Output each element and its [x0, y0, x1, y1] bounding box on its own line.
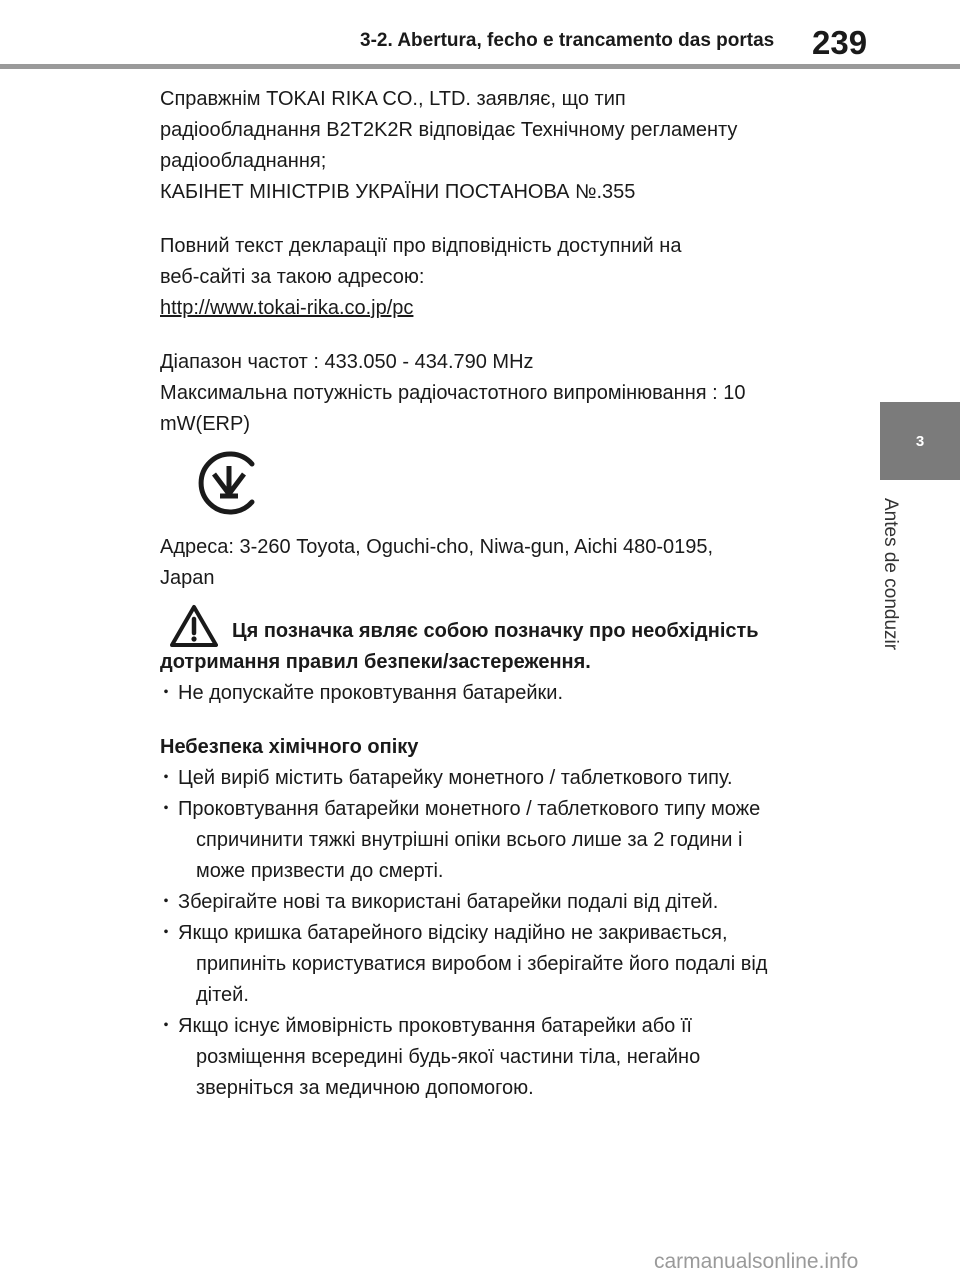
- declaration-line: радіообладнання B2T2K2R відповідає Технічному регламенту: [160, 119, 738, 141]
- fulltext-line: веб-сайті за такою адресою:: [160, 266, 425, 288]
- list-item: [160, 763, 790, 794]
- conformity-mark-row: [160, 440, 790, 532]
- chapter-number: 3: [915, 432, 925, 450]
- list-item-line: розміщення всередині будь-якої частини тіла, негайно: [196, 1046, 701, 1068]
- hazard-bullet-list: [160, 763, 790, 1104]
- list-item: [160, 887, 790, 918]
- watermark: carmanualsonline.info: [654, 1250, 859, 1273]
- address-line: Japan: [160, 567, 215, 589]
- hazard-heading: Небезпека хімічного опіку: [160, 736, 419, 758]
- fulltext-line: Повний текст декларації про відповідність доступний на: [160, 235, 682, 257]
- chapter-label-text: Antes de conduzir: [880, 498, 901, 651]
- list-item-line: припиніть користуватися виробом і зберігайте його подалі від: [196, 953, 768, 975]
- declaration-line: радіообладнання;: [160, 150, 327, 172]
- frequency-range: Діапазон частот : 433.050 - 434.790 MHz: [160, 351, 534, 373]
- max-power-line: mW(ERP): [160, 413, 250, 435]
- list-item-line: може призвести до смерті.: [196, 860, 444, 882]
- list-item-line: ・ Зберігайте нові та використані батарейки подалі від дітей.: [178, 891, 719, 913]
- list-item-line: зверніться за медичною допомогою.: [196, 1077, 534, 1099]
- declaration-line: Справжнім TOKAI RIKA CO., LTD. заявляє, що тип: [160, 88, 626, 110]
- max-power-line: Максимальна потужність радіочастотного випромінювання : 10: [160, 382, 746, 404]
- list-item: [160, 794, 790, 887]
- warning-line: Ця позначка являє собою позначку про необхідність: [232, 620, 759, 642]
- ukrainian-conformity-mark-icon: [192, 446, 266, 520]
- page-content: [160, 84, 790, 1104]
- list-item-line: дітей.: [196, 984, 249, 1006]
- list-item-line: ・ Якщо кришка батарейного відсіку надійно не закривається,: [178, 922, 728, 944]
- list-item-line: спричинити тяжкі внутрішні опіки всього лише за 2 години і: [196, 829, 743, 851]
- declaration-url-link[interactable]: http://www.tokai-rika.co.jp/pc: [160, 297, 414, 319]
- warning-bullet: ・ Не допускайте проковтування батарейки.: [160, 678, 790, 709]
- warning-line: дотримання правил безпеки/застереження.: [160, 651, 591, 673]
- declaration-line: КАБІНЕТ МІНІСТРІВ УКРАЇНИ ПОСТАНОВА №.355: [160, 181, 636, 203]
- warning-statement: [160, 616, 790, 647]
- section-title: 3-2. Abertura, fecho e trancamento das portas: [360, 30, 775, 51]
- address-line: Адреса: 3-260 Toyota, Oguchi-cho, Niwa-gun, Aichi 480-0195,: [160, 536, 714, 558]
- list-item-line: ・ Цей виріб містить батарейку монетного / таблеткового типу.: [178, 767, 733, 789]
- list-item-line: ・ Проковтування батарейки монетного / таблеткового типу може: [178, 798, 761, 820]
- chapter-tab: [880, 402, 960, 480]
- list-item-line: ・ Якщо існує ймовірність проковтування батарейки або її: [178, 1015, 692, 1037]
- chapter-label: [860, 498, 920, 678]
- list-item: [160, 918, 790, 1011]
- header-rule: [0, 64, 960, 69]
- page-number: 239: [812, 24, 868, 61]
- list-item: [160, 1011, 790, 1104]
- warning-triangle-icon: [170, 604, 218, 648]
